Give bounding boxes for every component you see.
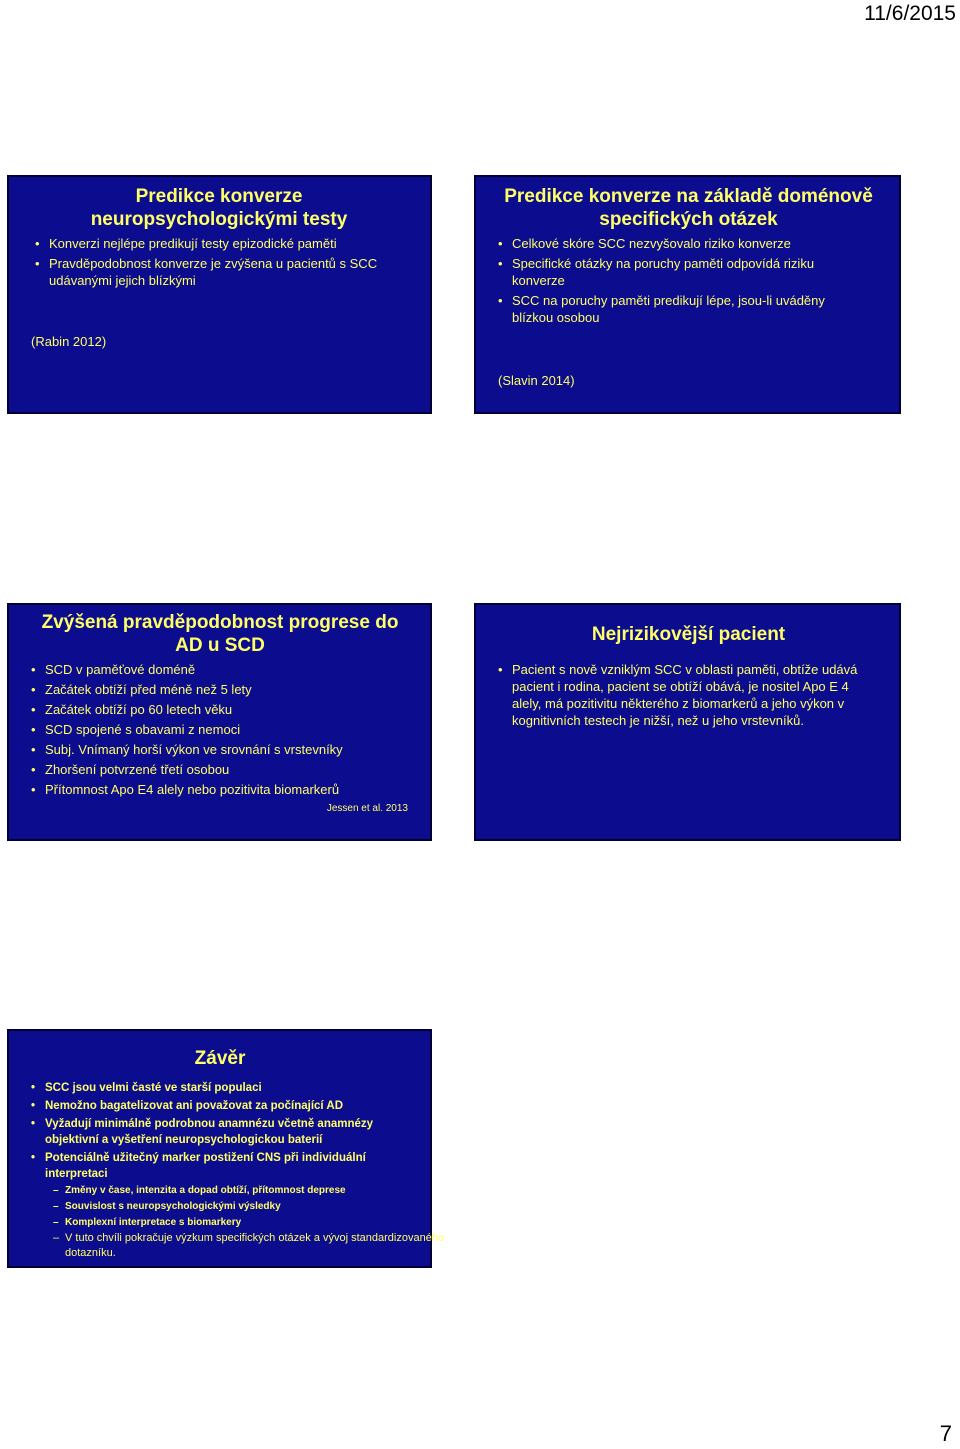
slide-3 [7, 603, 432, 841]
slide-2-reference: (Slavin 2014) [498, 373, 575, 388]
list-item: • Vyžadují minimálně podrobnou anamnézu včetně anamnézy objektivní a vyšetření neuropsychologickou baterií [25, 1116, 410, 1148]
slide-1-reference: (Rabin 2012) [31, 334, 107, 349]
sub-list-item: – V tuto chvíli pokračuje výzkum specifických otázek a vývoj standardizovaného dotazníku. [53, 1231, 448, 1261]
slide-5-sublist [9, 1183, 448, 1262]
slide-1-list [29, 235, 419, 292]
list-item: • Nemožno bagatelizovat ani považovat za počínající AD [25, 1098, 410, 1114]
sub-list-item: – Souvislost s neuropsychologickými výsledky [53, 1199, 448, 1214]
list-item: • Celkové skóre SCC nezvyšovalo riziko konverze [492, 235, 862, 252]
slide-2 [474, 175, 901, 414]
slide-3-list [25, 661, 420, 801]
slide-2-title: Predikce konverze na základě doménově specifických otázek [504, 186, 873, 230]
slide-1-title: Predikce konverze neuropsychologickými testy [90, 186, 348, 230]
list-item: • Začátek obtíží před méně než 5 lety [25, 681, 420, 698]
slide-4 [474, 603, 901, 841]
sub-list-item: – Komplexní interpretace s biomarkery [53, 1215, 448, 1230]
slide-5-title: Závěr [194, 1048, 246, 1069]
list-item: • SCD v paměťové doméně [25, 661, 420, 678]
slide-1 [7, 175, 432, 414]
slide-3-reference: Jessen et al. 2013 [326, 803, 408, 814]
slide-3-title: Zvýšená pravděpodobnost progrese do AD u SCD [41, 612, 399, 656]
list-item: • Specifické otázky na poruchy paměti odpovídá riziku konverze [492, 255, 862, 289]
list-item: • SCC na poruchy paměti predikují lépe, jsou-li uváděny blízkou osobou [492, 292, 862, 326]
list-item: • Konverzi nejlépe predikují testy epizodické paměti [29, 235, 419, 252]
slide-5 [7, 1029, 445, 1268]
slide-5-list [25, 1080, 410, 1184]
list-item: • Přítomnost Apo E4 alely nebo pozitivita biomarkerů [25, 781, 420, 798]
slide-2-list [492, 235, 862, 329]
list-item: • Začátek obtíží po 60 letech věku [25, 701, 420, 718]
list-item: • SCD spojené s obavami z nemoci [25, 721, 420, 738]
sub-list-item: – Změny v čase, intenzita a dopad obtíží, přítomnost deprese [53, 1183, 448, 1198]
header-date: 11/6/2015 [864, 2, 956, 25]
list-item: • Subj. Vnímaný horší výkon ve srovnání s vrstevníky [25, 741, 420, 758]
page-number: 7 [939, 1421, 952, 1446]
list-item: • Pacient s nově vzniklým SCC v oblasti paměti, obtíže udává pacient i rodina, pacient se obtíží obává, je nositel Apo E 4 alely, má pozitivitu některého z biomarkerů a jeho výkon v kognitivních testech je nižší, než u jeho vrstevníků. [492, 661, 877, 729]
slide-4-list [492, 661, 877, 732]
list-item: • Potenciálně užitečný marker postižení CNS při individuální interpretaci [25, 1150, 410, 1182]
slide-4-title: Nejrizikovější pacient [591, 624, 786, 645]
list-item: • Zhoršení potvrzené třetí osobou [25, 761, 420, 778]
list-item: • SCC jsou velmi časté ve starší populaci [25, 1080, 410, 1096]
list-item: • Pravděpodobnost konverze je zvýšena u pacientů s SCC udávanými jejich blízkými [29, 255, 419, 289]
